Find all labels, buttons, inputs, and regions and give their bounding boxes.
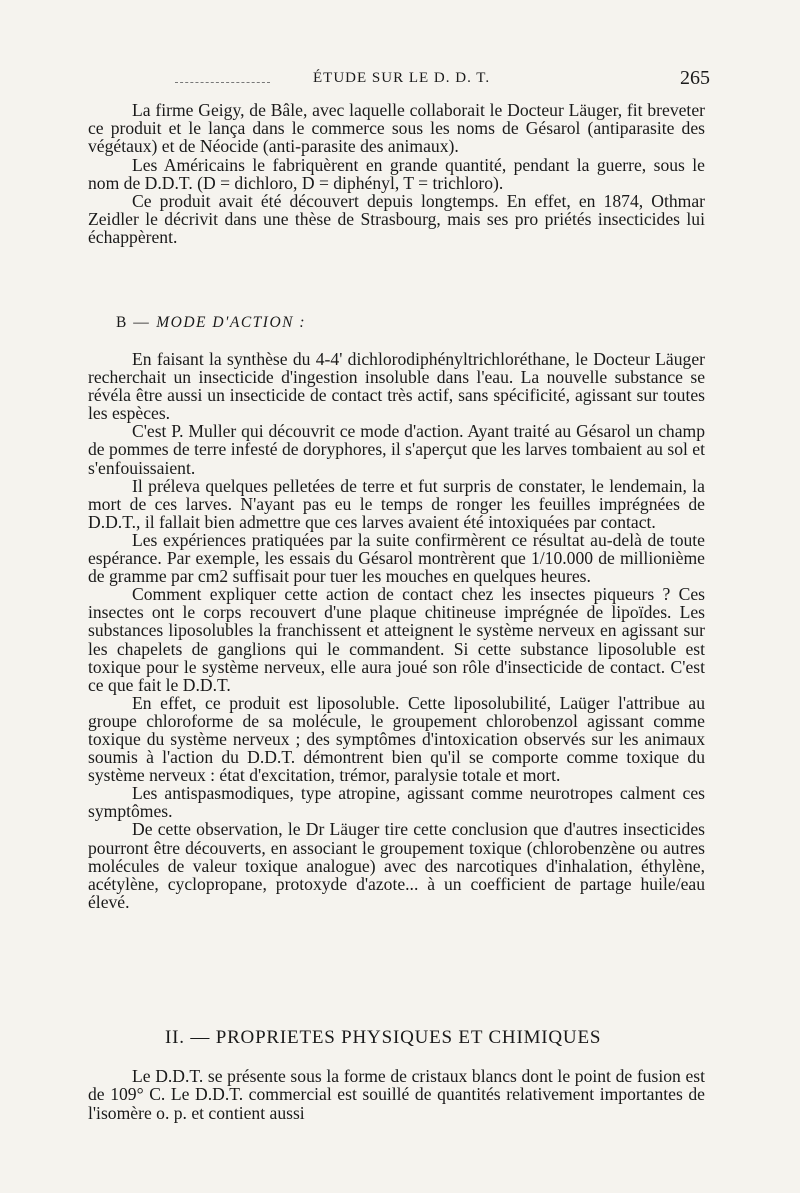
body-text-top [88, 101, 705, 247]
paragraph: Comment expliquer cette action de contact chez les insectes piqueurs ? Ces insectes ont le corps recouvert d'une plaque chitineuse imprégnée de lipoïdes. Les substances liposolubles la franchissent et atteignent le système nerveux en agissant sur les chapelets de ganglions qui le commandent. Si cette substance liposoluble est toxique pour le système nerveux, elle aura joué son rôle d'insecticide de contact. C'est ce que fait le D.D.T. [88, 584, 705, 695]
section-heading-ii: II. — PROPRIETES PHYSIQUES ET CHIMIQUES [165, 1027, 602, 1048]
paragraph: De cette observation, le Dr Läuger tire cette conclusion que d'autres insecticides pourront être découverts, en associant le groupement toxique (chlorobenzène ou autres molécules de valeur toxique analogue) avec des narcotiques d'inhalation, éthylène, acétylène, cyclopropane, protoxyde d'azote... à un coefficient de partage huile/eau élevé. [88, 819, 705, 912]
body-text-bottom [88, 1067, 705, 1122]
section-label: B — [116, 314, 151, 331]
paragraph: Les Américains le fabriquèrent en grande quantité, pendant la guerre, sous le nom de D.D.T. (D = dichloro, D = diphényl, T = trichloro). [88, 154, 705, 193]
body-text-middle [88, 350, 705, 911]
header-rule [175, 82, 270, 83]
page-header [175, 67, 710, 94]
paragraph: C'est P. Muller qui découvrit ce mode d'action. Ayant traité au Gésarol un champ de pommes de terre infesté de doryphores, il s'aperçut que les larves tombaient au sol et s'enfouissaient. [88, 421, 705, 478]
paragraph: La firme Geigy, de Bâle, avec laquelle collaborait le Docteur Läuger, fit breveter ce produit et le lança dans le commerce sous les noms de Gésarol (antiparasite des végétaux) et de Néocide (anti-parasite des animaux). [88, 100, 705, 157]
section-title: MODE D'ACTION : [156, 314, 307, 331]
page-number: 265 [680, 67, 710, 89]
paragraph: Les antispasmodiques, type atropine, agissant comme neurotropes calment ces symptômes. [88, 783, 705, 822]
running-title: ÉTUDE SUR LE D. D. T. [313, 70, 491, 86]
paragraph: Ce produit avait été découvert depuis longtemps. En effet, en 1874, Othmar Zeidler le décrivit dans une thèse de Strasbourg, mais ses pro priétés insecticides lui échappèrent. [88, 191, 705, 248]
paragraph: Les expériences pratiquées par la suite confirmèrent ce résultat au-delà de toute espérance. Par exemple, les essais du Gésarol montrèrent que 1/10.000 de millionième de gramme par cm2 suffisait pour tuer les mouches en quelques heures. [88, 529, 705, 587]
paragraph: En effet, ce produit est liposoluble. Cette liposolubilité, Laüger l'attribue au groupe chloroforme de sa molécule, le groupement chlorobenzol agissant comme toxique du système nerveux ; des symptômes d'intoxication observés sur les animaux soumis à l'action du D.D.T. démontrent bien qu'il se comporte comme toxique du système nerveux : état d'excitation, trémor, paralysie totale et mort. [88, 692, 705, 786]
section-heading-b [116, 314, 306, 332]
paragraph: Il préleva quelques pelletées de terre et fut surpris de constater, le lendemain, la mort de ces larves. N'ayant pas eu le temps de ronger les feuilles imprégnées de D.D.T., il fallait bien admettre que ces larves avaient été intoxiquées par contact. [88, 475, 705, 532]
paragraph: En faisant la synthèse du 4-4' dichlorodiphényltrichloréthane, le Docteur Läuger recherchait un insecticide d'ingestion insoluble dans l'eau. La nouvelle substance se révéla être aussi un insecticide de contact très actif, sans spécificité, agissant sur toutes les espèces. [88, 349, 705, 424]
paragraph: Le D.D.T. se présente sous la forme de cristaux blancs dont le point de fusion est de 109° C. Le D.D.T. commercial est souillé de quantités relativement importantes de l'isomère o. p. et contient aussi [88, 1066, 705, 1123]
